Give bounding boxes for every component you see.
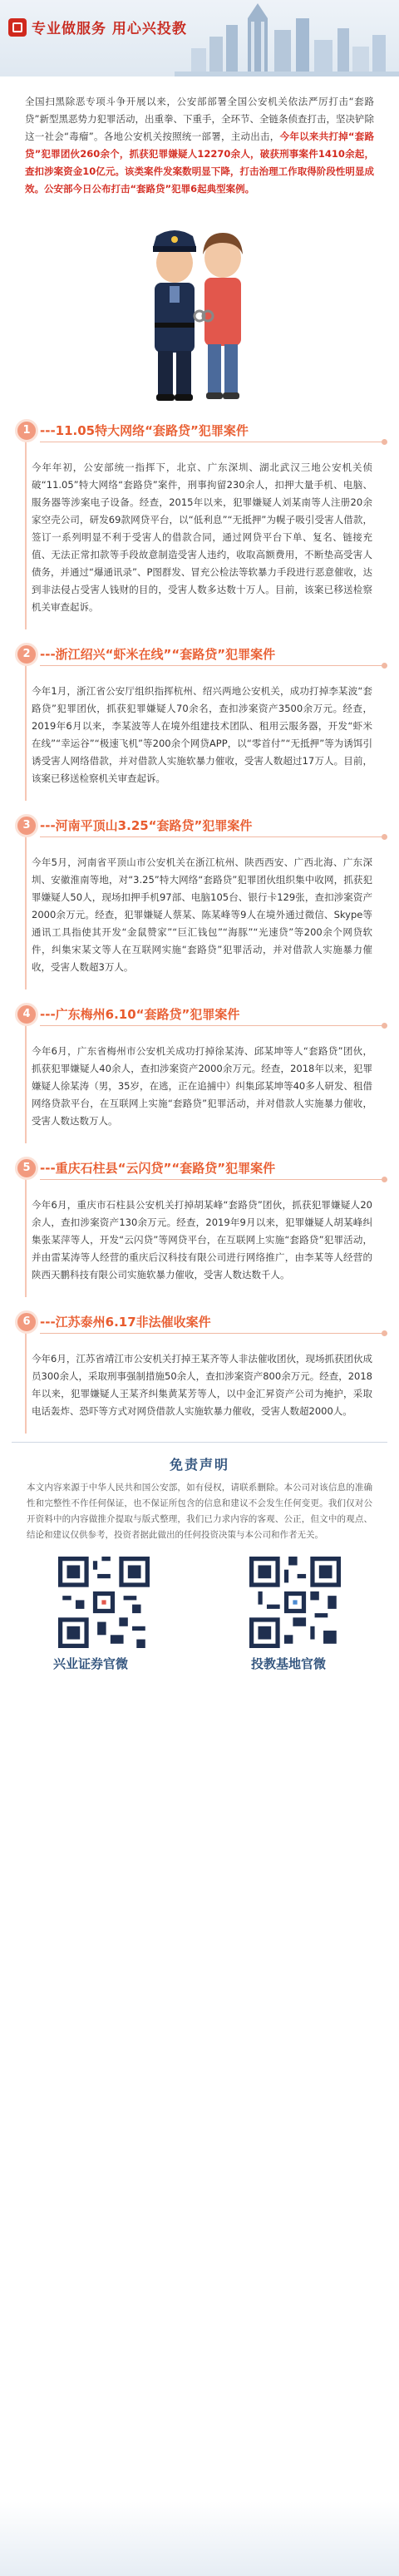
intro-paragraph (0, 76, 399, 198)
qr-code-investor-education-base[interactable] (249, 1557, 341, 1648)
footer-decoration (0, 2501, 399, 2576)
brand-logo-icon (8, 18, 27, 37)
qr-code-xingye-securities[interactable] (58, 1557, 150, 1648)
section-header (0, 1152, 399, 1182)
section-header (0, 638, 399, 668)
section-number-badge: 5 (15, 1157, 38, 1180)
section-body: 今年6月，重庆市石柱县公安机关打掉胡某峰“套路贷”团伙，抓获犯罪嫌疑人20余人，查扣涉案资产130余万元。经查，2019年9月以来，犯罪嫌疑人胡某峰纠集张某萍等人，开发“云闪贷”等网贷平台，在互联网上实施“套路贷”犯罪活动，并由雷某涛等人经营的重庆后汉科技有限公司进行网络推广，由李某等人经营的陕西天鹏科技有限公司实施软暴力催收，受害人数达数千人。 (32, 1199, 372, 1281)
section-number-badge: 4 (15, 1003, 38, 1026)
section-number-badge: 6 (15, 1310, 38, 1334)
section-number-badge: 3 (15, 814, 38, 837)
section-title: ---江苏泰州6.17非法催收案件 (40, 1315, 211, 1330)
city-skyline-illustration (175, 0, 399, 76)
qr-label-1: 兴业证券官微 (53, 1656, 129, 1671)
section-title: ---广东梅州6.10“套路贷”犯罪案件 (40, 1007, 240, 1022)
section-title: ---11.05特大网络“套路贷”犯罪案件 (40, 423, 249, 438)
section-body: 今年6月，江苏省靖江市公安机关打掉王某齐等人非法催收团伙，现场抓获团伙成员300余人，采取刑事强制措施50余人，查扣涉案资产800余万元。经查，2018年以来，犯罪嫌疑人王某齐纠集黄某芳等人，以中金汇昇资产公司为掩护，采取电话轰炸、恐吓等方式对网贷借款人实施软暴力催收，受害人数超2000人。 (32, 1353, 372, 1417)
section-title: ---重庆石柱县“云闪贷”“套路贷”犯罪案件 (40, 1161, 276, 1176)
case-section-1 (0, 414, 399, 616)
disclaimer-block (12, 1442, 387, 1681)
case-section-6 (0, 1305, 399, 1420)
disclaimer-text: 本文内容来源于中华人民共和国公安部，如有侵权，请联系删除。本公司对该信息的准确性和完整性不作任何保证，也不保证所包含的信息和建议不会发生任何变更。我们仅对公开资料中的内容做推介提取与版式整理，我们已力求内容的客观、公正，但文中的观点、结论和建议仅供参考，投资者据此做出的任何投资决策与本公司和作者无关。 (27, 1483, 372, 1540)
section-header (0, 1305, 399, 1335)
police-arrest-illustration (116, 211, 283, 407)
section-title: ---浙江绍兴“虾米在线”“套路贷”犯罪案件 (40, 647, 276, 662)
case-section-2 (0, 638, 399, 787)
section-header (0, 414, 399, 444)
police-illustration (0, 211, 399, 411)
section-body: 今年年初，公安部统一指挥下，北京、广东深圳、湖北武汉三地公安机关侦破“11.05”特大网络“套路贷”案件，刑事拘留230余人，扣押大量手机、电脑、服务器等涉案电子设备。经查，2015年以来，犯罪嫌疑人刘某南等人注册20余家空壳公司，研发69款网贷平台，以“低利息”“无抵押”为幌子吸引受害人借款，签订一系列明显不利于受害人的借款合同，通过网贷平台下单、复名、链接充值、无法正常扣款等手段故意制造受害人违约，收取高额费用，不断垫高受害人债务，并通过“爆通讯录”、P图群发、冒充公检法等软暴力手段进行恶意催收，达到非法侵占受害人钱财的目的，受害人数多达数十万人。目前，该案已移送检察机关审查起诉。 (32, 461, 372, 613)
disclaimer-title: 免责声明 (169, 1457, 229, 1473)
section-header (0, 998, 399, 1028)
intro-text: 全国扫黑除恶专项斗争开展以来，公安部部署全国公安机关依法严厉打击“套路贷”新型黑恶势力犯罪活动，出重拳、下重手，全环节、全链条侦查打击，坚决铲除这一社会“毒瘤”。各地公安机关按照统一部署，主动出击， (25, 96, 374, 142)
qr-code-icon (58, 1557, 150, 1648)
section-number-badge: 1 (15, 419, 38, 442)
section-body: 今年5月，河南省平顶山市公安机关在浙江杭州、陕西西安、广西北海、广东深圳、安徽淮南等地，对“3.25”特大网络“套路贷”犯罪团伙组织集中收网，抓获犯罪嫌疑人50人，现场扣押手机97部、电脑105台、银行卡129张，查扣涉案资产2000余万元。经查，犯罪嫌疑人蔡某、陈某峰等9人在境外通过微信、Skype等通讯工具指使其开发“金鼠赞家”“巨汇钱包”“海豚”“光速贷”等200余个网贷软件，纠集宋某文等人在互联网实施“套路贷”犯罪活动，并对借款人实施暴力催收，受害人数超3万人。 (32, 856, 372, 973)
section-body: 今年1月，浙江省公安厅组织指挥杭州、绍兴两地公安机关，成功打掉李某波“套路贷”犯罪团伙，抓获犯罪嫌疑人70余名，查扣涉案资产3500余万元。经查，2019年6月以来，李某波等人在境外组建技术团队、租用云服务器，开发“虾米在线”“幸运谷”“极速飞机”等200余个网贷APP，以“零首付”“无抵押”等为诱饵引诱受害人网络借款，并对借款人实施软暴力催收，受害人数超过17万人。目前，该案已移送检察机关审查起诉。 (32, 685, 372, 784)
qr-label-2: 投教基地官微 (251, 1656, 327, 1671)
case-section-5 (0, 1152, 399, 1284)
header-banner (0, 0, 399, 76)
case-section-4 (0, 998, 399, 1130)
qr-code-row (12, 1557, 387, 1681)
intro-highlight: 今年以来共打掉“套路贷”犯罪团伙260余个，抓获犯罪嫌疑人12270余人，破获刑事案件1410余起，查扣涉案资金10亿元。该类案件发案数明显下降，打击治理工作取得阶段性明显成效。公安部今日公布打击“套路贷”犯罪6起典型案例。 (25, 131, 374, 195)
qr-code-icon (249, 1557, 341, 1648)
header-slogan: 专业做服务 用心兴投教 (32, 21, 187, 37)
section-header (0, 809, 399, 839)
section-body: 今年6月，广东省梅州市公安机关成功打掉徐某涛、邱某坤等人“套路贷”团伙，抓获犯罪嫌疑人40余人，查扣涉案资产2000余万元。经查，2018年以来，犯罪嫌疑人徐某涛（男，35岁，在逃，正在追捕中）纠集邱某坤等40多人研发、租借网络贷款平台，在互联网上实施“套路贷”犯罪活动，并对借款人实施暴力催收，受害人数达数万人。 (32, 1045, 372, 1127)
section-title: ---河南平顶山3.25“套路贷”犯罪案件 (40, 818, 253, 833)
section-number-badge: 2 (15, 643, 38, 666)
case-section-3 (0, 809, 399, 976)
